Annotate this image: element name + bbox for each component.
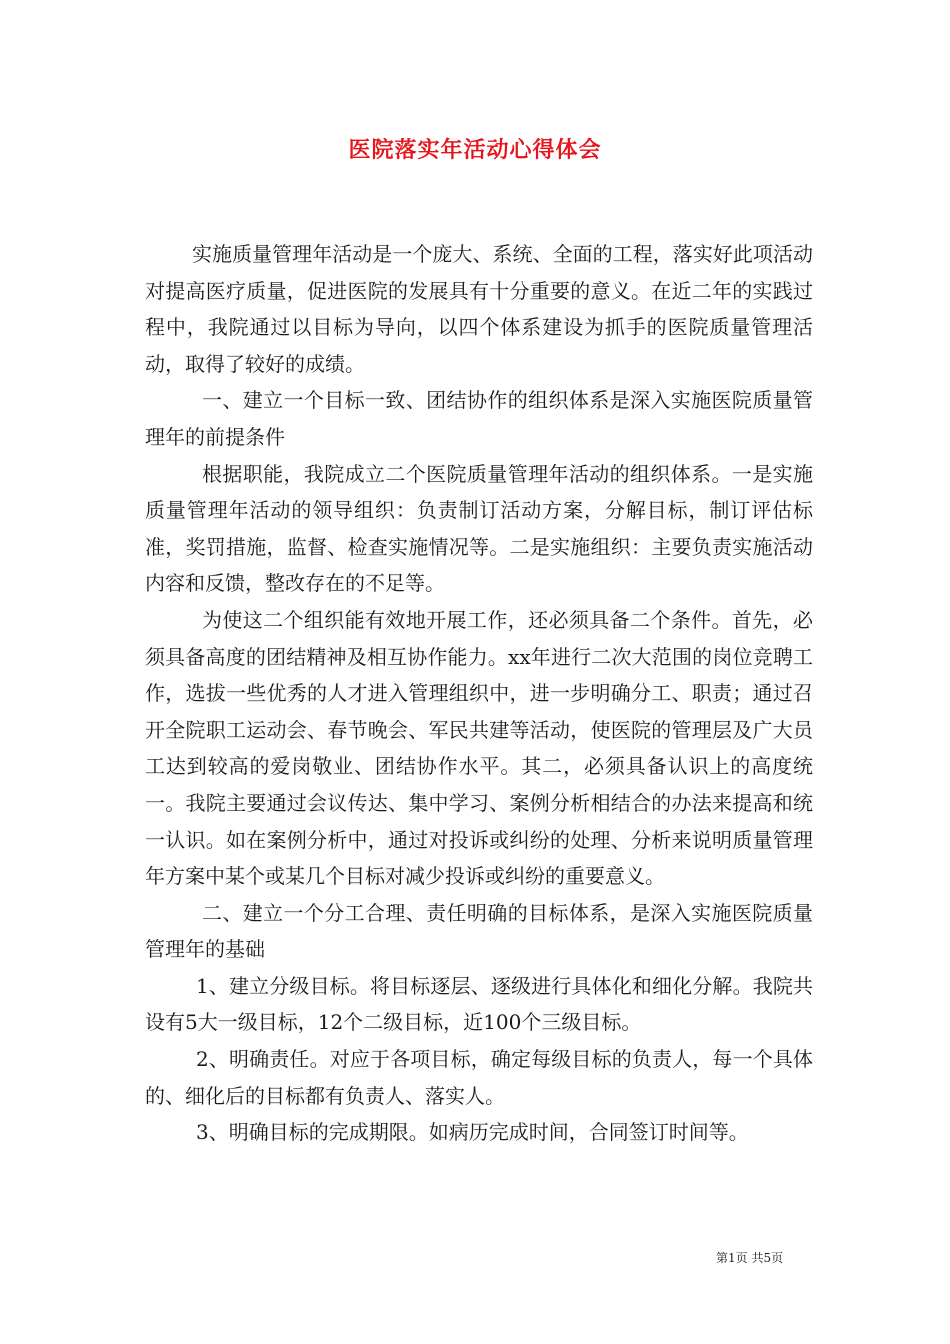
paragraph-conditions: 为使这二个组织能有效地开展工作，还必须具备二个条件。首先，必须具备高度的团结精神及相互协作能力。xx年进行二次大范围的岗位竞聘工作，选拔一些优秀的人才进入管理组织中，进一步明确分工、职责；通过召开全院职工运动会、春节晚会、军民共建等活动，使医院的管理层及广大员工达到较高的爱岗敬业、团结协作水平。其二，必须具备认识上的高度统一。我院主要通过会议传达、集中学习、案例分析相结合的办法来提高和统一认识。如在案例分析中，通过对投诉或纠纷的处理、分析来说明质量管理年方案中某个或某几个目标对减少投诉或纠纷的重要意义。 <box>145 607 813 889</box>
section-heading-1: 一、建立一个目标一致、团结协作的组织体系是深入实施医院质量管理年的前提条件 <box>145 388 813 449</box>
footer-middle: 页 共 <box>735 1251 764 1265</box>
list-item-2: 2、明确责任。对应于各项目标，确定每级目标的负责人，每一个具体的、细化后的目标都有负责人、落实人。 <box>145 1047 813 1108</box>
footer-prefix: 第 <box>716 1251 729 1265</box>
document-title: 医院落实年活动心得体会 <box>348 137 602 163</box>
page-number-footer <box>716 1250 783 1266</box>
footer-current-page: 1 <box>728 1251 736 1265</box>
paragraph-intro: 实施质量管理年活动是一个庞大、系统、全面的工程，落实好此项活动对提高医疗质量，促进医院的发展具有十分重要的意义。在近二年的实践过程中，我院通过以目标为导向，以四个体系建设为抓手的医院质量管理活动，取得了较好的成绩。 <box>145 242 813 376</box>
list-item-3: 3、明确目标的完成期限。如病历完成时间，合同签订时间等。 <box>196 1120 749 1145</box>
footer-total-pages: 5 <box>763 1251 772 1265</box>
list-item-1: 1、建立分级目标。将目标逐层、逐级进行具体化和细化分解。我院共设有5大一级目标，12个二级目标，近100个三级目标。 <box>145 973 813 1035</box>
paragraph-organization: 根据职能，我院成立二个医院质量管理年活动的组织体系。一是实施质量管理年活动的领导组织：负责制订活动方案，分解目标，制订评估标准，奖罚措施，监督、检查实施情况等。二是实施组织：主要负责实施活动内容和反馈，整改存在的不足等。 <box>145 461 813 596</box>
document-body <box>145 236 813 1151</box>
footer-suffix: 页 <box>771 1251 784 1265</box>
section-heading-2: 二、建立一个分工合理、责任明确的目标体系，是深入实施医院质量管理年的基础 <box>145 900 813 962</box>
